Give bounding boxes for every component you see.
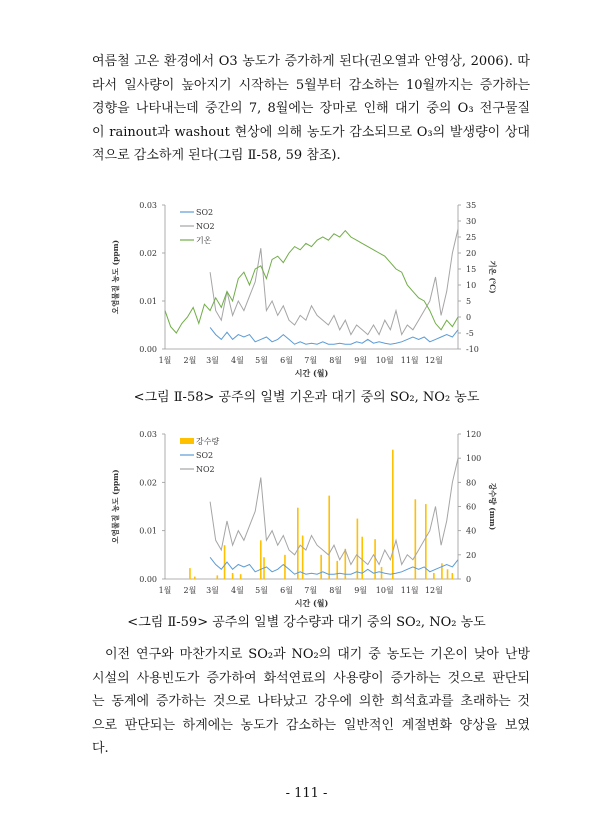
paragraph-2 xyxy=(92,643,530,761)
y2-tick-label: 35 xyxy=(466,201,477,210)
precipitation-bar xyxy=(441,563,443,579)
legend-label: SO2 xyxy=(196,451,214,460)
x-tick-label: 5월 xyxy=(255,586,269,595)
x-tick-label: 11월 xyxy=(400,586,419,595)
y-tick-label: 0.03 xyxy=(139,201,157,210)
precipitation-bar xyxy=(240,574,242,579)
precipitation-bar xyxy=(260,540,262,579)
legend-label: SO2 xyxy=(196,208,214,217)
y2-tick-label: 80 xyxy=(466,478,477,488)
legend-label: 강수량 xyxy=(196,437,220,446)
x-tick-label: 10월 xyxy=(375,586,394,595)
x-tick-label: 7월 xyxy=(304,356,318,365)
figure-59-chart xyxy=(100,425,500,617)
paragraph-1 xyxy=(92,50,530,168)
precipitation-bar xyxy=(452,573,454,579)
precipitation-bar xyxy=(336,561,338,579)
y2-axis-title: 강수량 (mm) xyxy=(488,482,497,531)
y2-tick-label: -10 xyxy=(466,345,479,354)
x-tick-label: 8월 xyxy=(329,586,343,595)
precipitation-bar xyxy=(194,577,196,579)
precipitation-bar xyxy=(392,450,394,579)
precipitation-bar xyxy=(357,519,359,579)
y2-tick-label: 10 xyxy=(466,281,477,290)
text-line: 으로 판단되는 하계에는 농도가 감소하는 일반적인 계절변화 양상을 보였 xyxy=(92,717,530,733)
y-axis-title: 오염물질 농도 (ppm) xyxy=(111,239,120,315)
x-tick-label: 11월 xyxy=(400,356,419,365)
precipitation-bar xyxy=(297,508,299,579)
y2-tick-label: 100 xyxy=(466,454,482,464)
y-tick-label: 0.01 xyxy=(139,526,157,536)
x-tick-label: 4월 xyxy=(231,356,244,365)
y-tick-label: 0.02 xyxy=(139,249,157,258)
y2-tick-label: 20 xyxy=(466,550,477,560)
y-tick-label: 0.02 xyxy=(139,478,157,488)
figure-59-caption: <그림 Ⅱ-59> 공주의 일별 강수량과 대기 중의 SO₂, NO₂ 농도 xyxy=(127,615,486,630)
y2-tick-label: 15 xyxy=(466,265,477,274)
x-tick-label: 6월 xyxy=(280,586,293,595)
precipitation-bar xyxy=(189,568,191,579)
legend-label: NO2 xyxy=(196,222,215,231)
y-tick-label: 0.00 xyxy=(139,345,157,354)
x-tick-label: 2월 xyxy=(183,356,197,365)
legend-swatch xyxy=(180,438,194,444)
series-line-so2 xyxy=(210,327,458,344)
x-tick-label: 7월 xyxy=(304,586,318,595)
series-line-no2 xyxy=(210,458,458,564)
text-line: 경향을 나타내는데 중간의 7, 8월에는 장마로 인해 대기 중의 O₃ 전구물질 xyxy=(92,101,530,116)
x-tick-label: 3월 xyxy=(206,586,219,595)
y2-tick-label: 0 xyxy=(466,575,472,584)
x-tick-label: 1월 xyxy=(158,356,172,365)
y2-axis-title: 기온 (℃) xyxy=(488,260,497,294)
x-tick-label: 12월 xyxy=(424,586,443,595)
x-axis-title: 시간 (월) xyxy=(294,368,329,378)
text-line: 이 rainout과 washout 현상에 의해 농도가 감소되므로 O₃의 발생량이 상대 xyxy=(92,124,530,140)
precipitation-bar xyxy=(433,573,435,579)
x-tick-label: 4월 xyxy=(231,586,244,595)
y-tick-label: 0.03 xyxy=(139,430,157,439)
y-tick-label: 0.00 xyxy=(139,575,157,584)
precipitation-bar xyxy=(328,496,330,579)
precipitation-bar xyxy=(217,575,219,579)
x-tick-label: 12월 xyxy=(424,356,443,365)
x-tick-label: 3월 xyxy=(206,356,219,365)
x-tick-label: 5월 xyxy=(255,356,269,365)
y2-tick-label: 5 xyxy=(466,297,472,306)
legend-label: NO2 xyxy=(196,465,215,474)
y-tick-label: 0.01 xyxy=(139,297,157,306)
y2-tick-label: 60 xyxy=(466,502,477,512)
series-line-temperature xyxy=(165,231,458,333)
y2-tick-label: 0 xyxy=(466,313,472,322)
x-tick-label: 10월 xyxy=(375,356,394,365)
y2-tick-label: 120 xyxy=(466,430,482,439)
series-line-no2 xyxy=(210,229,458,335)
y2-tick-label: 40 xyxy=(466,526,477,536)
x-tick-label: 6월 xyxy=(280,356,293,365)
precipitation-bar xyxy=(224,545,226,579)
text-line: 라서 일사량이 높아지기 시작하는 5월부터 감소하는 10월까지는 증가하는 xyxy=(92,77,530,93)
y2-tick-label: 25 xyxy=(466,233,477,242)
precipitation-bar xyxy=(447,569,449,579)
x-tick-label: 9월 xyxy=(354,356,368,365)
y2-tick-label: -5 xyxy=(466,329,474,338)
page-number: - 111 - xyxy=(285,786,328,801)
series-line-so2 xyxy=(210,557,458,574)
precipitation-bar xyxy=(415,499,417,579)
text-line: 여름철 고온 환경에서 O3 농도가 증가하게 된다(권오열과 안영상, 2006). 따 xyxy=(92,54,530,69)
y2-tick-label: 30 xyxy=(466,217,477,226)
text-line: 적으로 감소하게 된다(그림 Ⅱ-58, 59 참조). xyxy=(92,148,341,163)
x-axis-title: 시간 (월) xyxy=(294,598,329,608)
figure-58-caption: <그림 Ⅱ-58> 공주의 일별 기온과 대기 중의 SO₂, NO₂ 농도 xyxy=(133,390,480,405)
x-tick-label: 9월 xyxy=(354,586,368,595)
x-tick-label: 2월 xyxy=(183,586,197,595)
text-line: 다. xyxy=(92,741,109,756)
text-line: 이전 연구와 마찬가지로 SO₂과 NO₂의 대기 중 농도는 기온이 낮아 난방 xyxy=(105,647,530,662)
precipitation-bar xyxy=(232,573,234,579)
x-tick-label: 8월 xyxy=(329,356,343,365)
text-line: 는 동계에 증가하는 것으로 나타났고 강우에 의한 희석효과를 초래하는 것 xyxy=(92,694,530,709)
y2-tick-label: 20 xyxy=(466,249,477,258)
y-axis-title: 오염물질 농도 (ppm) xyxy=(111,469,120,544)
precipitation-bar xyxy=(320,555,322,579)
legend-label: 기온 xyxy=(196,236,212,245)
text-line: 시설의 사용빈도가 증가하여 화석연료의 사용량이 증가하는 것으로 판단되 xyxy=(92,670,530,686)
x-tick-label: 1월 xyxy=(158,586,172,595)
figure-58-chart xyxy=(100,195,500,387)
